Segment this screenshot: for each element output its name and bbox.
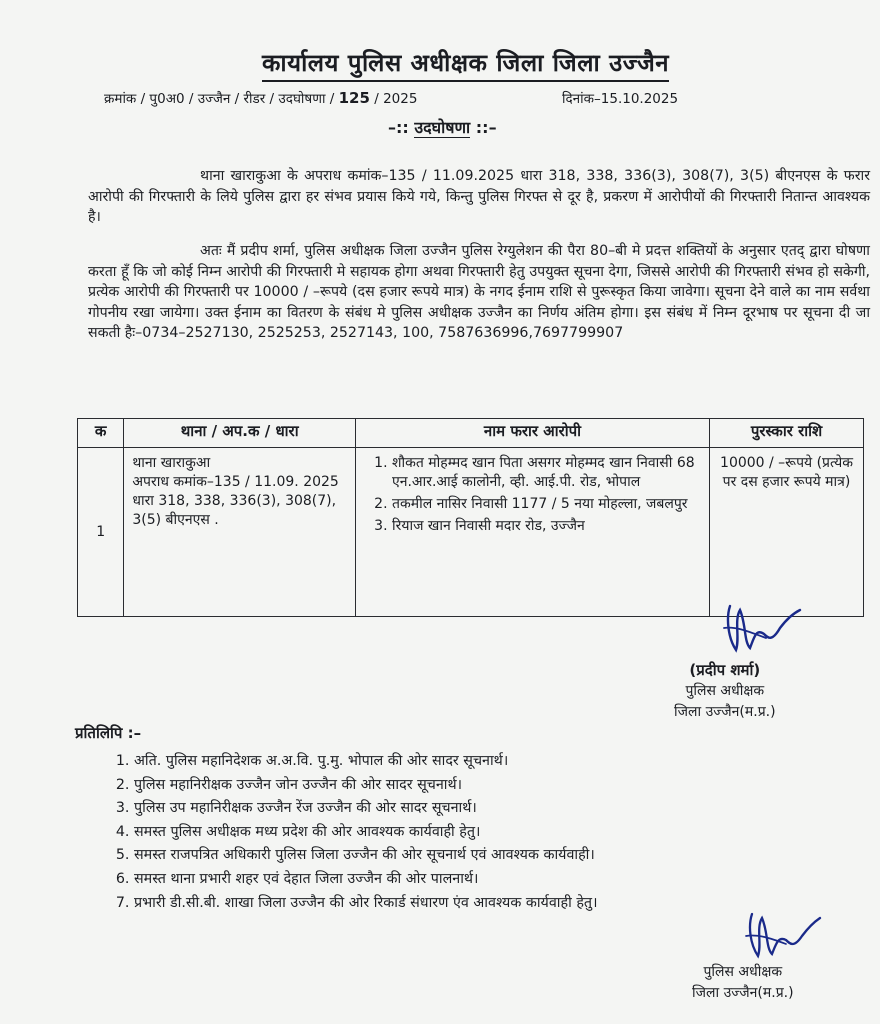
case-number: अपराध कमांक–135 / 11.09. 2025	[132, 474, 339, 490]
phone-numbers: 0734–2527130, 2525253, 2527143, 100, 7587636996,7697799907	[142, 325, 624, 341]
signatory-block-2	[692, 962, 794, 1004]
row-serial: 1	[78, 448, 124, 617]
header-accused-names: नाम फरार आरोपी	[355, 419, 709, 448]
reference-year: / 2025	[374, 91, 418, 107]
list-item: 5. समस्त राजपत्रित अधिकारी पुलिस जिला उज्जैन की ओर सूचनार्थ एवं आवश्यक कार्यवाही।	[134, 844, 598, 868]
list-item: 3. रियाज खान निवासी मदार रोड, उज्जैन	[392, 517, 701, 536]
list-item: 1. शौकत मोहम्मद खान पिता असगर मोहम्मद खान निवासी 68 एन.आर.आई कालोनी, व्ही. आई.पी. रोड, भोपाल	[392, 454, 701, 492]
declaration-text: अतः मैं प्रदीप शर्मा, पुलिस अधीक्षक जिला उज्जैन पुलिस रेग्युलेशन की पैरा 80–बी मे प्रदत्त शक्तियों के अनुसार एतद् द्वारा घोषणा करता हूँ कि जो कोई निम्न आरोपी की गिरफ्तारी मे सहायक होगा अथवा गिरफ्तारी हेतु उपयुक्त सूचना देगा, जिससे आरोपी की गिरफ्तारी संभव हो सकेगी, प्रत्येक आरोपी की गिरफ्तारी पर 10000 / –रूपये (दस हजार रूपये मात्र) के नगद ईनाम राशि से पुरूस्कृत किया जावेगा। सूचना देने वाले का नाम सर्वथा गोपनीय रखा जायेगा। उक्त ईनाम का वितरण के संबंध मे पुलिस अधीक्षक उज्जैन का निर्णय अंतिम होगा। इस संबंध में निम्न दूरभाष पर सूचना दी जा सकती हैः–	[88, 243, 870, 341]
heading-right-mark: ::–	[470, 118, 497, 137]
copy-to-list	[112, 750, 598, 915]
signatory-designation: पुलिस अधीक्षक	[703, 964, 783, 980]
signature-mark-1	[716, 598, 806, 662]
list-item: 6. समस्त थाना प्रभारी शहर एवं देहात जिला उज्जैन की ओर पालनार्थ।	[134, 868, 598, 892]
station-name: थाना खाराकुआ	[132, 455, 211, 471]
heading-left-mark: –::	[388, 118, 415, 137]
signatory-district: जिला उज्जैन(म.प्र.)	[692, 985, 794, 1001]
row-accused	[355, 448, 709, 617]
list-item: 7. प्रभारी डी.सी.बी. शाखा जिला उज्जैन की ओर रिकार्ड संधारण एंव आवश्यक कार्यवाही हेतु।	[134, 892, 598, 916]
table-header-row	[78, 419, 864, 448]
paragraph-case-details: थाना खाराकुआ के अपराध कमांक–135 / 11.09.2025 धारा 318, 338, 336(3), 308(7), 3(5) बीएनएस के फरार आरोपी की गिरफ्तारी के लिये पुलिस द्वारा हर संभव प्रयास किये गये, किन्तु पुलिस गिरफ्त से दूर है, प्रकरण में आरोपीयों की गिरफ्तारी नितान्त आवश्यक है।	[88, 168, 870, 225]
accused-table	[77, 418, 864, 617]
reference-prefix: क्रमांक / पु0अ0 / उज्जैन / रीडर / उदघोषणा /	[104, 91, 335, 107]
accused-list	[364, 454, 701, 536]
list-item: 2. तकमील नासिर निवासी 1177 / 5 नया मोहल्ला, जबलपुर	[392, 495, 701, 514]
reference-serial: 125	[338, 89, 370, 107]
signatory-block-1	[674, 660, 776, 723]
signature-mark-2	[740, 908, 824, 966]
header-station-case: थाना / अप.क / धारा	[124, 419, 356, 448]
list-item: 2. पुलिस महानिरीक्षक उज्जैन जोन उज्जैन की ओर सादर सूचनार्थ।	[134, 774, 598, 798]
paragraph-reward-declaration	[88, 241, 870, 344]
office-title: कार्यालय पुलिस अधीक्षक जिला जिला उज्जैन	[262, 46, 669, 82]
list-item: 4. समस्त पुलिस अधीक्षक मध्य प्रदेश की ओर आवश्यक कार्यवाही हेतु।	[134, 821, 598, 845]
case-sections: धारा 318, 338, 336(3), 308(7), 3(5) बीएनएस .	[132, 493, 337, 528]
proclamation-heading	[388, 116, 497, 138]
table-row	[78, 448, 864, 617]
list-item: 3. पुलिस उप महानिरीक्षक उज्जैन रेंज उज्जैन की ओर सादर सूचनार्थ।	[134, 797, 598, 821]
signatory-district: जिला उज्जैन(म.प्र.)	[674, 704, 776, 720]
heading-text: उदघोषणा	[414, 118, 471, 137]
signatory-name: (प्रदीप शर्मा)	[689, 661, 761, 679]
row-station-case	[124, 448, 356, 617]
row-reward: 10000 / –रूपये (प्रत्येक पर दस हजार रूपये मात्र)	[710, 448, 864, 617]
signatory-designation: पुलिस अधीक्षक	[685, 683, 765, 699]
reference-number	[104, 89, 417, 107]
header-reward: पुरस्कार राशि	[710, 419, 864, 448]
copy-to-title: प्रतिलिपि :–	[75, 724, 142, 742]
document-date: दिनांक–15.10.2025	[562, 91, 679, 107]
list-item: 1. अति. पुलिस महानिदेशक अ.अ.वि. पु.मु. भोपाल की ओर सादर सूचनार्थ।	[134, 750, 598, 774]
header-serial: क	[78, 419, 124, 448]
